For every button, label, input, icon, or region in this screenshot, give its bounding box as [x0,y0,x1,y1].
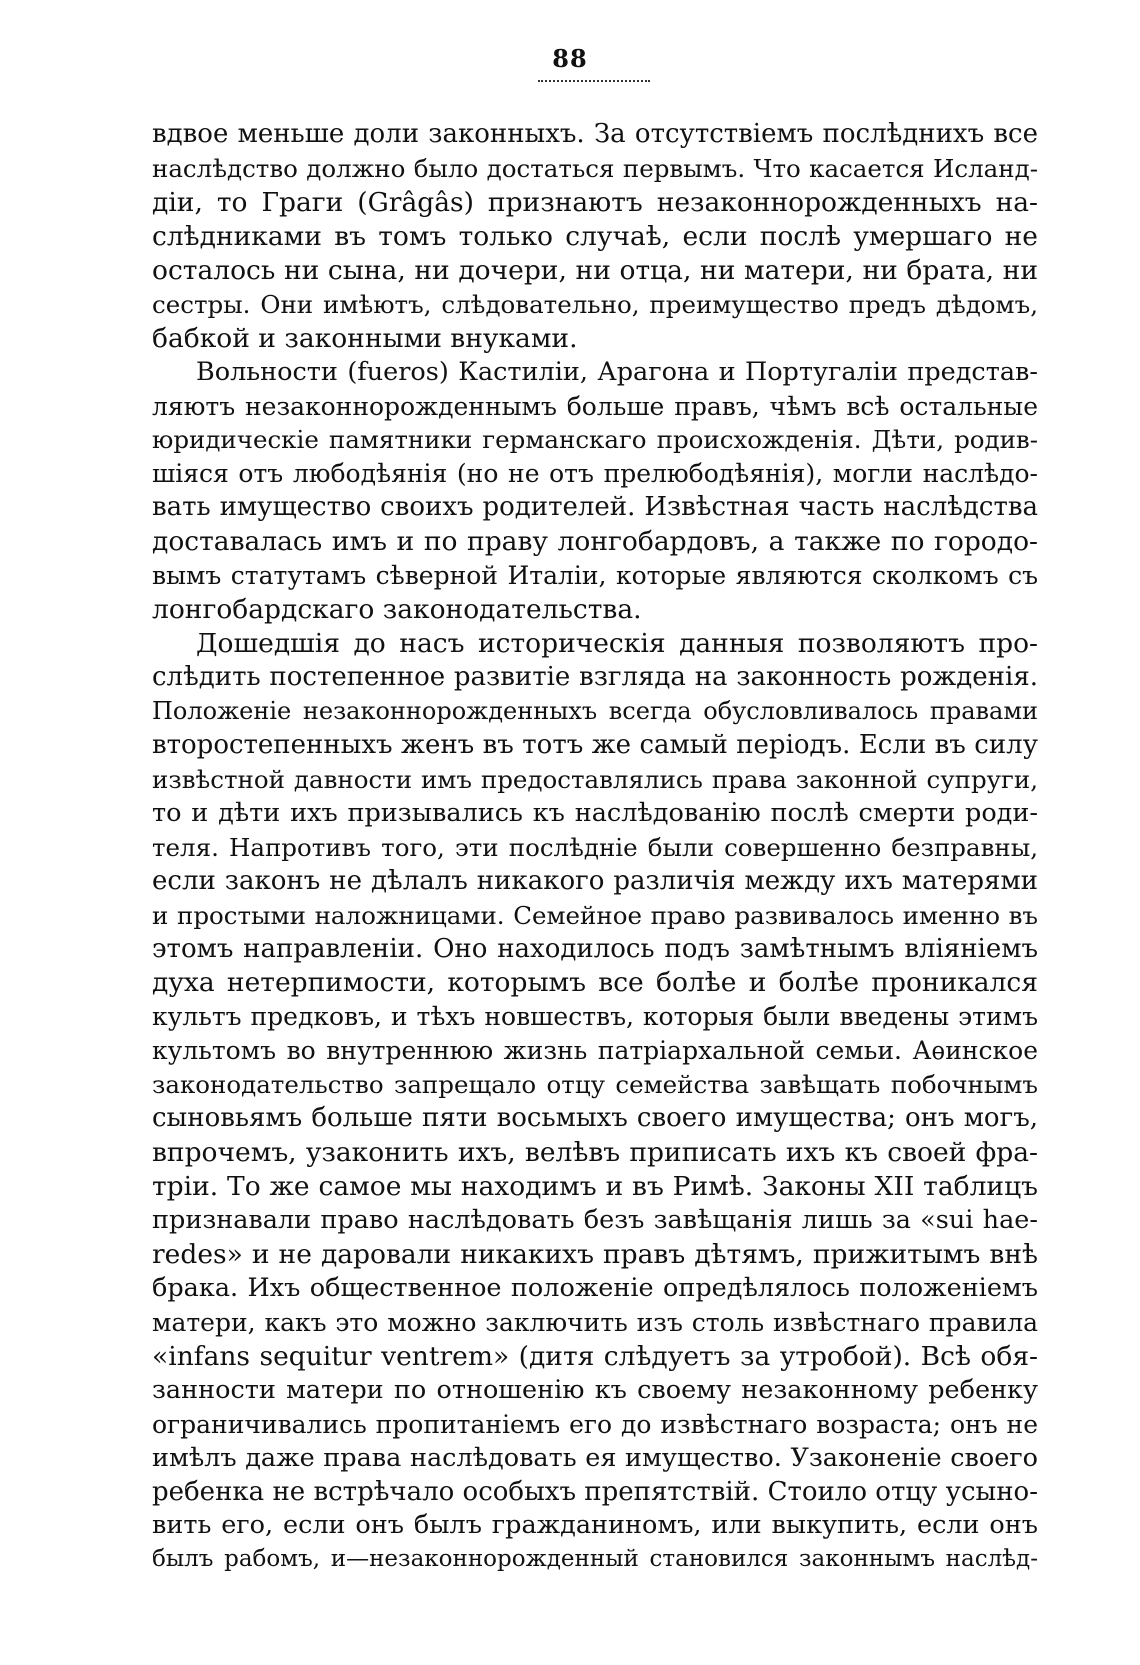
text-line: духа нетерпимости, которымъ все болѣе и болѣе проникался [152,967,1038,999]
text-line: діи, то Граги (Grâgâs) признаютъ незаконнорожденныхъ на- [152,186,1038,218]
text-line: матери, какъ это можно заключить изъ столь извѣстнаго правила [152,1307,1038,1337]
text-line: былъ рабомъ, и—незаконнорожденный становился законнымъ наслѣд- [152,1546,1038,1573]
text-line: впрочемъ, узаконить ихъ, велѣвъ приписать ихъ къ своей фра- [152,1137,1038,1169]
text-line: лонгобардскаго законодательства. [152,594,642,626]
text-line: то и дѣти ихъ призывались къ наслѣдованію послѣ смерти роди- [152,797,1038,828]
text-line: ребенка не встрѣчало особыхъ препятствій. Стоило отцу усыно- [152,1476,1038,1507]
text-line: тріи. То же самое мы находимъ и въ Римѣ. Законы XII таблицъ [152,1171,1038,1203]
text-line: осталось ни сына, ни дочери, ни отца, ни матери, ни брата, ни [152,254,1038,286]
text-line: вдвое меньше доли законныхъ. За отсутствіемъ послѣднихъ все [152,119,1038,149]
text-line: и простыми наложницами. Семейное право развивалось именно въ [152,900,1038,930]
text-line: шіяся отъ любодѣянія (но не отъ прелюбодѣянія), могли наслѣдо- [152,459,1038,489]
text-line: сыновьямъ больше пяти восьмыхъ своего имущества; онъ могъ, [152,1103,1038,1134]
text-line: redes» и не даровали никакихъ правъ дѣтямъ, прижитымъ внѣ [152,1238,1038,1270]
text-line: теля. Напротивъ того, эти послѣдніе были совершенно безправны, [152,832,1038,862]
text-line: культомъ во внутреннюю жизнь патріархальной семьи. Аѳинское [152,1036,1038,1066]
text-line: вать имущество своихъ родителей. Извѣстная часть наслѣдства [152,492,1038,523]
text-line: сестры. Они имѣютъ, слѣдовательно, преимущество предъ дѣдомъ, [152,289,1038,319]
text-line: признавали право наслѣдовать безъ завѣщанія лишь за «sui hae- [152,1205,1038,1235]
text-line: вить его, если онъ былъ гражданиномъ, или выкупить, если онъ [152,1510,1038,1541]
page-number-rule [538,80,650,82]
text-line: ляютъ незаконнорожденнымъ больше правъ, чѣмъ всѣ остальные [152,391,1038,421]
text-line: если законъ не дѣлалъ никакого различія между ихъ матерями [152,865,1038,896]
page-number: 88 [552,44,588,73]
text-line: «infans sequitur ventrem» (дитя слѣдуетъ за утробой). Всѣ обя- [152,1340,1038,1372]
text-line: наслѣдство должно было достаться первымъ. Что касается Исланд- [152,153,1038,183]
text-line: культъ предковъ, и тѣхъ новшествъ, которыя были введены этимъ [152,1002,1038,1032]
text-line: вымъ статутамъ сѣверной Италіи, которые являются сколкомъ съ [152,561,1038,591]
text-line: извѣстной давности имъ предоставлялись права законной супруги, [152,764,1038,794]
text-line: слѣдить постепенное развитіе взгляда на законность рожденія. [152,662,1038,692]
text-line: второстепенныхъ женъ въ тотъ же самый періодъ. Если въ силу [152,729,1038,760]
text-line: законодательство запрещало отцу семейства завѣщать побочнымъ [152,1070,1038,1100]
text-line: Вольности (fueros) Кастиліи, Арагона и Португаліи представ- [196,356,1038,387]
text-line: имѣлъ даже права наслѣдовать ея имущество. Узаконеніе своего [152,1442,1038,1473]
text-line: брака. Ихъ общественное положеніе опредѣлялось положеніемъ [152,1272,1038,1303]
text-line: слѣдниками въ томъ только случаѣ, если послѣ умершаго не [152,220,1038,252]
text-line: юридическіе памятники германскаго происхожденія. Дѣти, родив- [152,425,1038,455]
text-line: этомъ направленіи. Оно находилось подъ замѣтнымъ вліяніемъ [152,933,1038,964]
body-text [152,118,1038,1577]
text-line: ограничивались пропитаніемъ его до извѣстнаго возраста; онъ не [152,1409,1038,1439]
text-line: доставалась имъ и по праву лонгобардовъ, а также по городо- [152,526,1038,558]
text-line: занности матери по отношенію къ своему незаконному ребенку [152,1374,1038,1405]
text-line: Дошедшія до насъ историческія данныя позволяютъ про- [196,628,1038,660]
text-line: Положеніе незаконнорожденныхъ всегда обусловливалось правами [152,696,1038,725]
text-line: бабкой и законными внуками. [152,322,578,354]
